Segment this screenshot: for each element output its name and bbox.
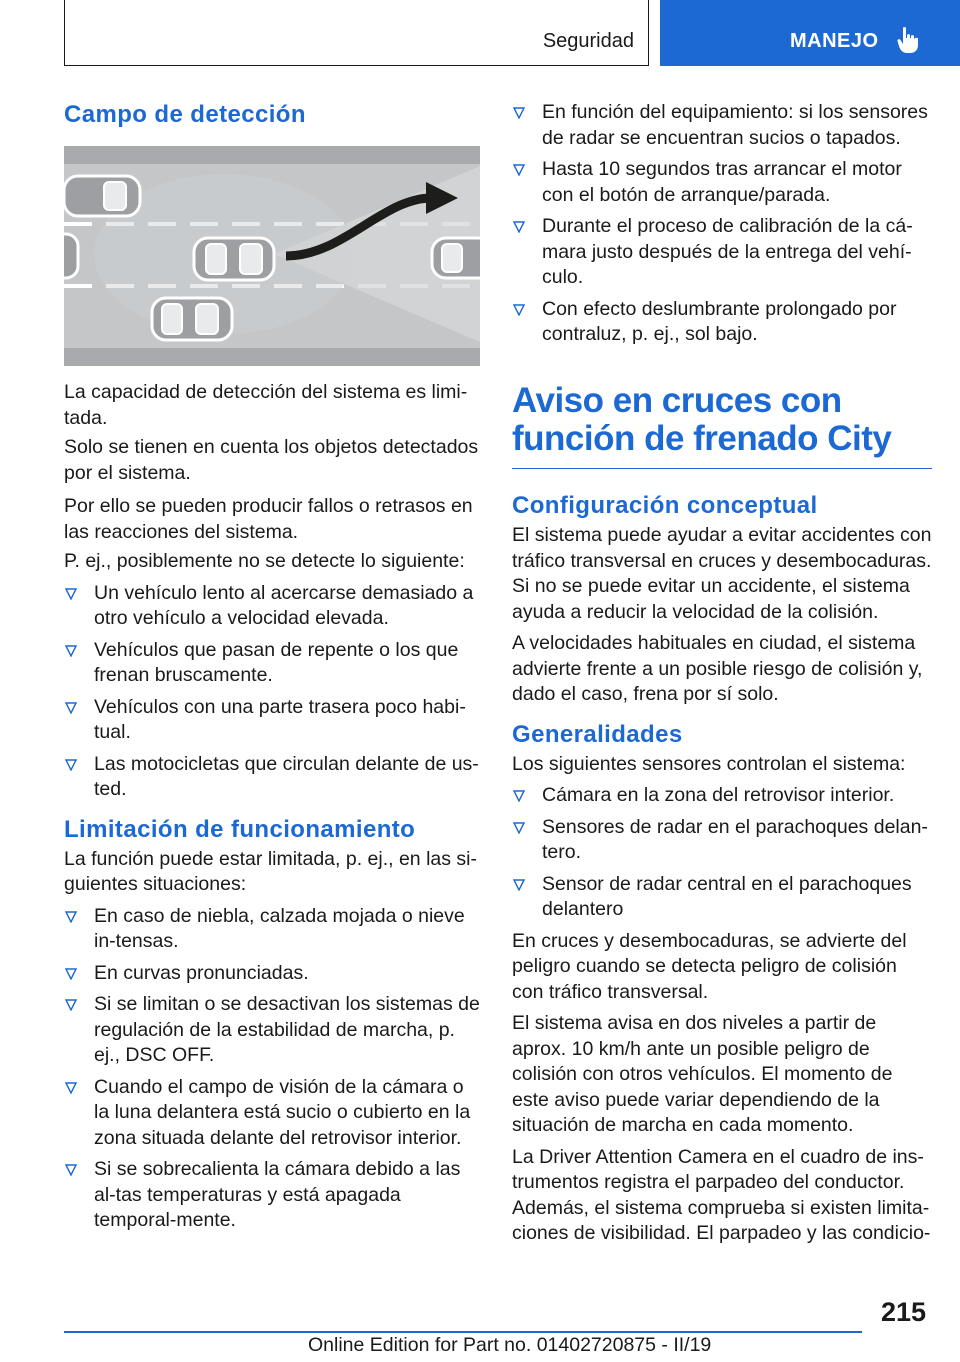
list-item: Durante el proceso de calibración de la cá-mara justo después de la entrega del vehí-culo.: [512, 214, 932, 291]
list-item: Sensores de radar en el parachoques delan-tero.: [512, 815, 932, 866]
bullet-list: [64, 904, 482, 1234]
list-item: Hasta 10 segundos tras arrancar el motor con el botón de arranque/parada.: [512, 157, 932, 208]
paragraph: El sistema puede ayudar a evitar accidentes con tráfico transversal en cruces y desembocaduras. Si no se puede evitar un accidente, el sistema ayuda a reducir la velocidad de la colisión.: [512, 524, 932, 623]
pointing-hand-icon: [897, 26, 919, 54]
list-item: Cuando el campo de visión de la cámara o la luna delantera está sucio o cubierto en la zona situada delante del retrovisor interior.: [64, 1075, 482, 1152]
bullet-list: [512, 100, 932, 348]
triangle-bullet-icon: [65, 1164, 77, 1176]
triangle-bullet-icon: [513, 164, 525, 176]
triangle-bullet-icon: [513, 304, 525, 316]
list-item: Vehículos que pasan de repente o los que frenan bruscamente.: [64, 638, 482, 689]
heading-divider: [512, 468, 932, 470]
list-item: En función del equipamiento: si los sensores de radar se encuentran sucios o tapados.: [512, 100, 932, 151]
paragraph: En cruces y desembocaduras, se advierte del peligro cuando se detecta peligro de colisión con tráfico transversal.: [512, 929, 907, 1003]
paragraph: P. ej., posiblemente no se detecte lo siguiente:: [64, 550, 465, 572]
triangle-bullet-icon: [65, 968, 77, 980]
triangle-bullet-icon: [513, 879, 525, 891]
paragraph: La función puede estar limitada, p. ej., en las si-guientes situaciones:: [64, 847, 477, 895]
paragraph: La Driver Attention Camera en el cuadro de ins-trumentos registra el parpadeo del conductor. Además, el sistema comprueba si existen limita-ciones de visibilidad. El parpadeo y las condicio-: [512, 1145, 931, 1244]
footer-edition: Online Edition for Part no. 01402720875 - II/19: [308, 1334, 712, 1356]
heading-limitacion: Limitación de funcionamiento: [64, 815, 416, 843]
chapter-heading-aviso-cruces: Aviso en cruces con función de frenado City: [512, 380, 892, 458]
paragraph: El sistema avisa en dos niveles a partir de aprox. 10 km/h ante un posible peligro de colisión con otros vehículos. El momento de este aviso puede variar dependiendo de la situación de marcha en cada momento.: [512, 1012, 893, 1136]
heading-generalidades: Generalidades: [512, 720, 683, 748]
triangle-bullet-icon: [513, 790, 525, 802]
header-section-tab: [64, 0, 649, 66]
page-number: 215: [880, 1297, 926, 1327]
triangle-bullet-icon: [65, 645, 77, 657]
list-item: En curvas pronunciadas.: [64, 961, 482, 987]
triangle-bullet-icon: [513, 822, 525, 834]
paragraph: A velocidades habituales en ciudad, el sistema advierte frente a un posible riesgo de colisión y, dado el caso, frena por sí solo.: [512, 632, 923, 705]
triangle-bullet-icon: [65, 588, 77, 600]
paragraph: La capacidad de detección del sistema es limi-tada.: [64, 381, 468, 429]
list-item: Las motocicletas que circulan delante de us-ted.: [64, 752, 482, 803]
triangle-bullet-icon: [513, 221, 525, 233]
triangle-bullet-icon: [513, 107, 525, 119]
list-item: Cámara en la zona del retrovisor interior.: [512, 783, 932, 809]
triangle-bullet-icon: [65, 759, 77, 771]
triangle-bullet-icon: [65, 911, 77, 923]
radar-detection-field-illustration: [64, 146, 480, 366]
list-item: Si se limitan o se desactivan los sistemas de regulación de la estabilidad de marcha, p. ej., DSC OFF.: [64, 992, 482, 1069]
paragraph: Por ello se pueden producir fallos o retrasos en las reacciones del sistema.: [64, 495, 473, 543]
list-item: Un vehículo lento al acercarse demasiado a otro vehículo a velocidad elevada.: [64, 581, 482, 632]
bullet-list: [512, 783, 932, 923]
right-column: [512, 100, 932, 1247]
header-chapter-tab: [660, 0, 960, 66]
triangle-bullet-icon: [65, 999, 77, 1011]
chapter-title: MANEJO: [790, 30, 879, 52]
footer-divider: [64, 1331, 862, 1333]
list-item: Con efecto deslumbrante prolongado por contraluz, p. ej., sol bajo.: [512, 297, 932, 348]
triangle-bullet-icon: [65, 702, 77, 714]
paragraph: Solo se tienen en cuenta los objetos detectados por el sistema.: [64, 436, 479, 484]
paragraph: Los siguientes sensores controlan el sistema:: [512, 752, 906, 775]
list-item: Sensor de radar central en el parachoques delantero: [512, 872, 932, 923]
left-column: [64, 100, 482, 1234]
list-item: Si se sobrecalienta la cámara debido a las al-tas temperaturas y está apagada temporal-mente.: [64, 1157, 482, 1234]
bullet-list: [64, 581, 482, 803]
triangle-bullet-icon: [65, 1082, 77, 1094]
heading-configuracion: Configuración conceptual: [512, 492, 818, 519]
list-item: Vehículos con una parte trasera poco habi-tual.: [64, 695, 482, 746]
list-item: En caso de niebla, calzada mojada o nieve in-tensas.: [64, 904, 482, 955]
section-title: Seguridad: [542, 30, 634, 52]
heading-campo-deteccion: Campo de detección: [64, 101, 306, 128]
